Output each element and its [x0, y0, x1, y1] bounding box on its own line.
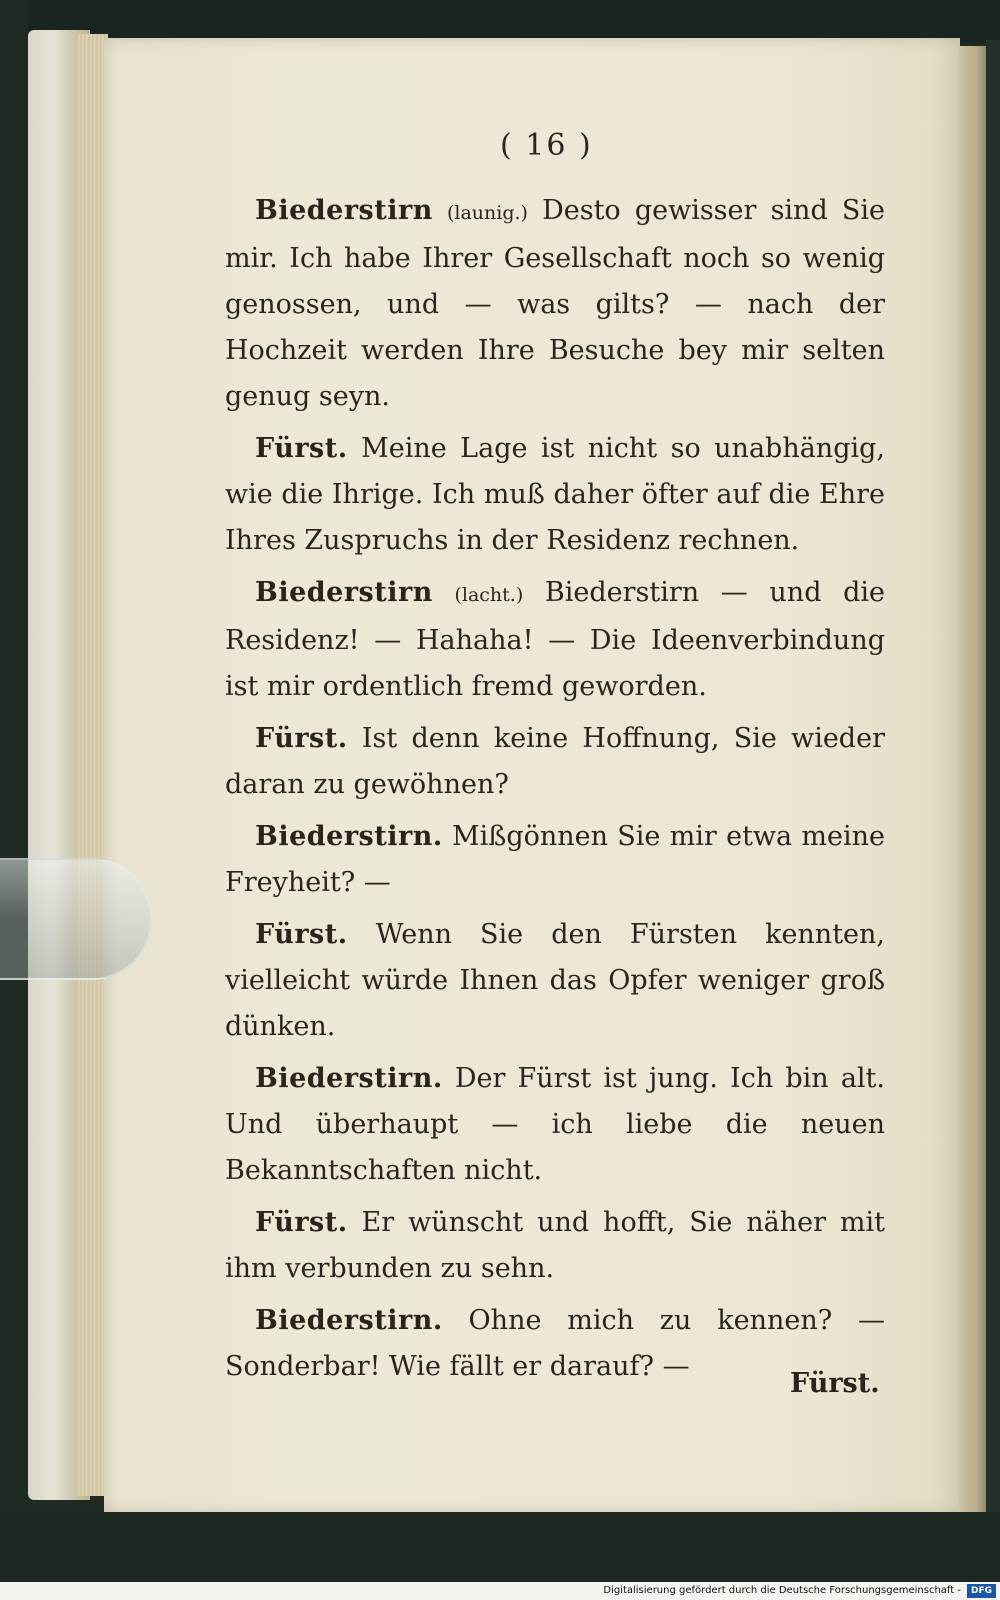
scan-background-right	[986, 40, 1000, 1560]
dfg-logo: DFG	[967, 1584, 996, 1598]
catchword: Fürst.	[790, 1368, 880, 1399]
dialogue-paragraph	[225, 1298, 885, 1390]
speaker-name: Fürst.	[255, 723, 348, 754]
dialogue-paragraph	[225, 912, 885, 1050]
dialogue-paragraph	[225, 570, 885, 710]
stage-direction: (lacht.)	[454, 584, 524, 606]
dialogue-text: Ohne mich zu kennen? — Sonderbar! Wie fällt er darauf? —	[225, 1305, 885, 1382]
dialogue-paragraph	[225, 1056, 885, 1194]
dialogue-text: Mißgönnen Sie mir etwa meine Freyheit? —	[225, 821, 885, 898]
dialogue-text: Meine Lage ist nicht so unabhängig, wie die Ihrige. Ich muß daher öfter auf die Ehre Ihres Zuspruchs in der Residenz rechnen.	[225, 433, 885, 556]
dialogue-text: Der Fürst ist jung. Ich bin alt. Und überhaupt — ich liebe die neuen Bekanntschaften nicht.	[225, 1063, 885, 1186]
stage-direction: (launig.)	[446, 202, 528, 224]
speaker-name: Biederstirn.	[255, 821, 443, 852]
speaker-name: Fürst.	[255, 1207, 348, 1238]
dialogue-paragraph	[225, 814, 885, 906]
book-right-edge	[958, 46, 988, 1516]
speaker-name: Biederstirn.	[255, 1305, 443, 1336]
dialogue-text: Wenn Sie den Fürsten kennten, vielleicht würde Ihnen das Opfer weniger groß dünken.	[225, 919, 885, 1042]
dialogue-paragraph	[225, 188, 885, 420]
speaker-name: Biederstirn.	[255, 1063, 443, 1094]
page-text	[225, 188, 885, 1396]
scan-background-left	[0, 0, 28, 1600]
dialogue-paragraph	[225, 1200, 885, 1292]
dialogue-text: Ist denn keine Hoffnung, Sie wieder daran zu gewöhnen?	[225, 723, 885, 800]
dialogue-paragraph	[225, 426, 885, 564]
speaker-name: Biederstirn	[255, 195, 433, 226]
dialogue-text: Desto gewisser sind Sie mir. Ich habe Ihrer Gesellschaft noch so wenig genossen, und — was gilts? — nach der Hochzeit werden Ihre Besuche bey mir selten genug seyn.	[225, 195, 885, 412]
speaker-name: Fürst.	[255, 433, 348, 464]
dialogue-text: Biederstirn — und die Residenz! — Hahaha! — Die Ideenverbindung ist mir ordentlich fremd geworden.	[225, 577, 886, 702]
dialogue-text: Er wünscht und hofft, Sie näher mit ihm verbunden zu sehn.	[225, 1207, 885, 1284]
footer-credit-text: Digitalisierung gefördert durch die Deutsche Forschungsgemeinschaft -	[603, 1585, 961, 1596]
speaker-name: Biederstirn	[255, 577, 433, 608]
page-number: ( 16 )	[500, 128, 593, 163]
speaker-name: Fürst.	[255, 919, 348, 950]
dialogue-paragraph	[225, 716, 885, 808]
scan-background-top	[0, 0, 1000, 42]
digitization-footer	[0, 1582, 1000, 1600]
page-holder-clip	[0, 858, 152, 980]
